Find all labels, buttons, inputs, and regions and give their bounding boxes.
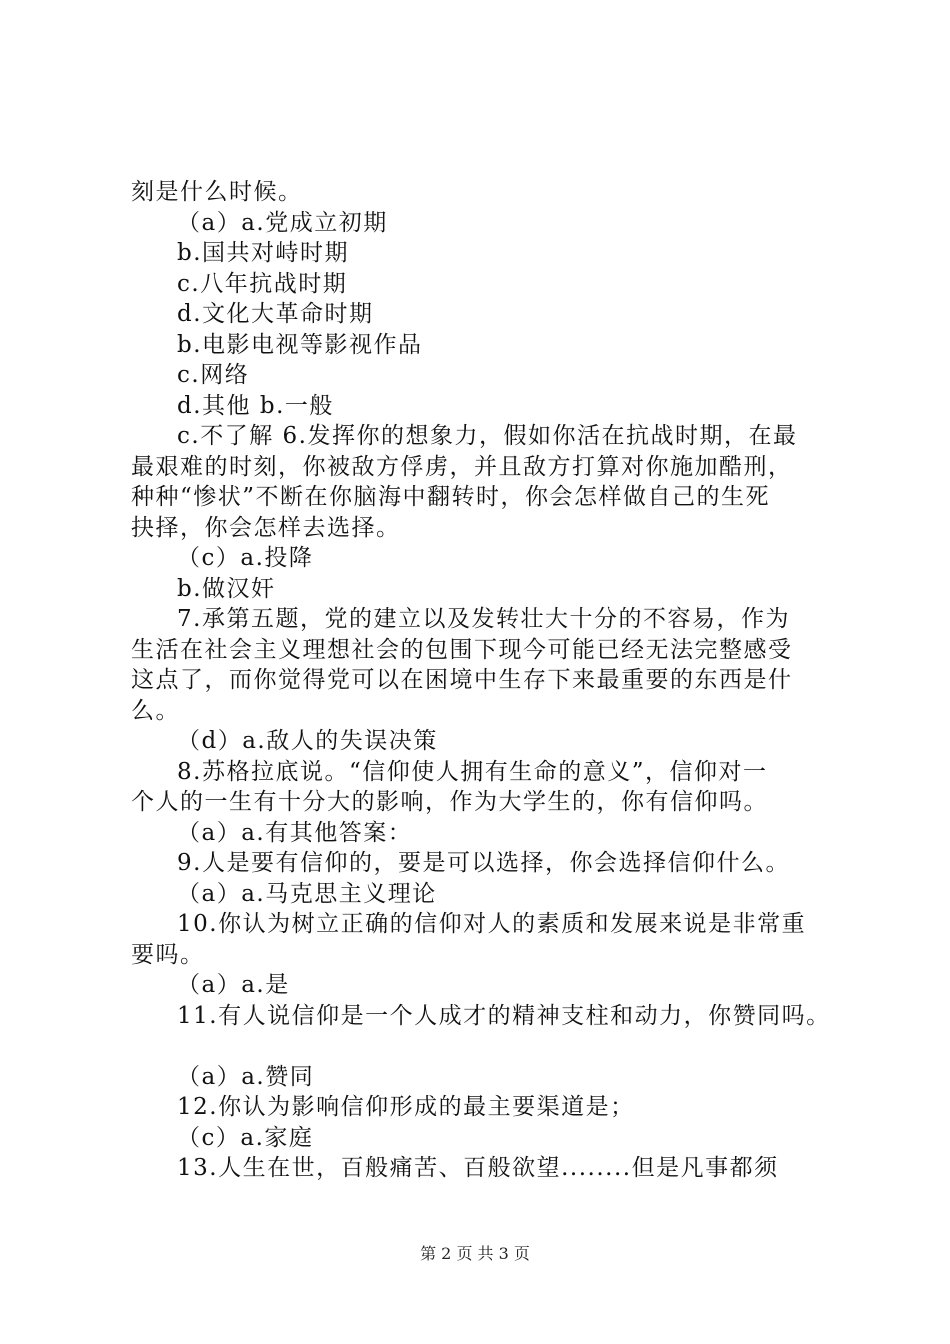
- text-line: 生活在社会主义理想社会的包围下现今可能已经无法完整感受: [131, 636, 793, 663]
- question-line: 11.有人说信仰是一个人成才的精神支柱和动力，你赞同吗。: [177, 1002, 831, 1029]
- question-line: 8.苏格拉底说。“信仰使人拥有生命的意义”，信仰对一: [177, 758, 768, 785]
- option-line: b.电影电视等影视作品: [177, 331, 423, 358]
- option-line: d.文化大革命时期: [177, 301, 374, 327]
- text-line: 个人的一生有十分大的影响，作为大学生的，你有信仰吗。: [131, 789, 768, 815]
- text-line: 抉择，你会怎样去选择。: [131, 514, 401, 541]
- text-line: 刻是什么时候。: [131, 179, 303, 205]
- question-line: 13.人生在世，百般痛苦、百般欲望........但是凡事都须: [177, 1155, 779, 1181]
- answer-line: （a）a.有其他答案：: [177, 819, 413, 846]
- option-line: b.做汉奸: [177, 575, 276, 602]
- answer-line: （a）a.马克思主义理论: [177, 880, 437, 907]
- answer-line: （a）a.赞同: [177, 1063, 315, 1090]
- option-line: d.其他 b.一般: [177, 392, 334, 419]
- option-line: b.国共对峙时期: [177, 240, 350, 266]
- text-line: 么。: [131, 697, 180, 724]
- question-line: 7.承第五题，党的建立以及发转壮大十分的不容易，作为: [177, 606, 790, 632]
- answer-line: （a）a.是: [177, 972, 290, 998]
- page-footer: 第 2 页 共 3 页: [420, 1244, 530, 1263]
- text-line: 要吗。: [131, 941, 205, 968]
- answer-line: （c）a.投降: [177, 545, 314, 571]
- answer-line: （d）a.敌人的失误决策: [177, 728, 438, 754]
- question-line: 10.你认为树立正确的信仰对人的素质和发展来说是非常重: [177, 911, 807, 937]
- blank-line: [131, 1031, 831, 1062]
- text-line: 这点了，而你觉得党可以在困境中生存下来最重要的东西是什: [131, 667, 793, 693]
- text-line: 种种“惨状”不断在你脑海中翻转时，你会怎样做自己的生死: [131, 484, 771, 510]
- question-line: 9.人是要有信仰的，要是可以选择，你会选择信仰什么。: [177, 850, 790, 876]
- answer-line: （c）a.家庭: [177, 1124, 314, 1151]
- answer-line: （a）a.党成立初期: [177, 209, 388, 236]
- document-body: [131, 177, 831, 1184]
- option-line: c.八年抗战时期: [177, 270, 348, 297]
- text-line: 最艰难的时刻，你被敌方俘虏，并且敌方打算对你施加酷刑，: [131, 453, 793, 480]
- question-line: c.不了解 6.发挥你的想象力，假如你活在抗战时期，在最: [177, 423, 798, 449]
- option-line: c.网络: [177, 362, 250, 388]
- question-line: 12.你认为影响信仰形成的最主要渠道是；: [177, 1094, 635, 1120]
